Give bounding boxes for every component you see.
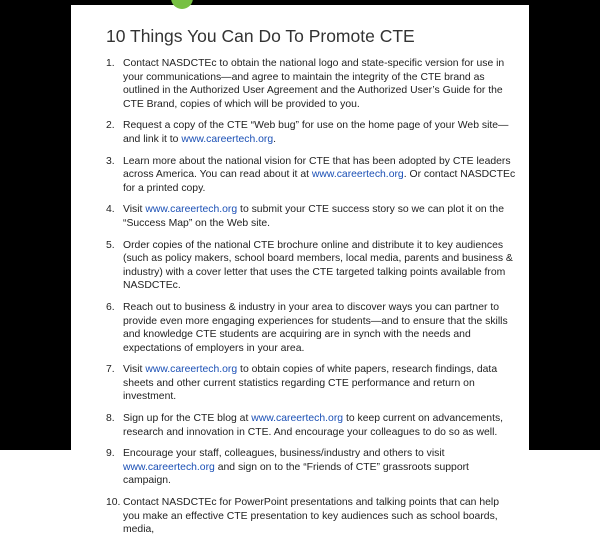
item-text: Learn more about the national vision for CTE that has been adopted by CTE leaders across America. You can read about it at www.careertech.org. Or contact NASDCTEc for a printed copy.	[123, 155, 516, 194]
list-item	[106, 203, 526, 230]
item-number: 1.	[106, 58, 115, 69]
item-number: 5.	[106, 239, 115, 251]
item-number: 10.	[106, 497, 121, 509]
item-text: Contact NASDCTEc to obtain the national logo and state-specific version for use in your communications—and agree to maintain the integrity of the CTE brand as outlined in the Authorized User Agreement and the Authorized User’s Guide for the CTE Brand, copies of which will be provided to you.	[123, 58, 505, 110]
list-item	[106, 119, 526, 146]
careertech-link[interactable]: www.careertech.org	[145, 204, 238, 216]
page-title: 10 Things You Can Do To Promote CTE	[106, 26, 415, 46]
item-text: Order copies of the national CTE brochure online and distribute it to key audiences (such as policy makers, school board members, local media, parents and business & industry) with a cover letter that uses the CTE targeted talking points available from NASDCTEc.	[123, 239, 513, 292]
list-item	[106, 301, 526, 355]
careertech-link[interactable]: www.careertech.org	[145, 364, 238, 376]
item-text: Request a copy of the CTE “Web bug” for use on the home page of your Web site—and link it to www.careertech.org.	[123, 120, 509, 145]
list-item	[106, 239, 526, 293]
item-text: Encourage your staff, colleagues, business/industry and others to visit www.careertech.org and sign on to the “Friends of CTE” grassroots support campaign.	[123, 448, 469, 487]
item-text: Visit www.careertech.org to obtain copies of white papers, research findings, data sheets and other current statistics regarding CTE performance and return on investment.	[123, 364, 498, 403]
list-item	[106, 412, 526, 439]
item-text: Contact NASDCTEc for PowerPoint presentations and talking points that can help you make an effective CTE presentation to key audiences such as school boards, media,	[123, 497, 499, 536]
careertech-link[interactable]: www.careertech.org	[311, 169, 404, 181]
careertech-link[interactable]: www.careertech.org	[123, 461, 215, 473]
list-item	[106, 155, 526, 196]
item-text: Sign up for the CTE blog at www.careertech.org to keep current on advancements, research and innovation in CTE. And encourage your colleagues to do so as well.	[123, 413, 504, 438]
tips-list	[106, 57, 526, 545]
item-number: 9.	[106, 448, 115, 460]
list-item	[106, 363, 526, 404]
careertech-link[interactable]: www.careertech.org	[251, 413, 344, 425]
list-item	[106, 447, 526, 488]
document-page	[71, 5, 529, 536]
item-text: Visit www.careertech.org to submit your CTE success story so we can plot it on the “Success Map” on the Web site.	[123, 204, 504, 229]
careertech-link[interactable]: www.careertech.org	[181, 133, 274, 145]
item-number: 3.	[106, 155, 115, 167]
item-text: Reach out to business & industry in your area to discover ways you can partner to provide even more engaging experiences for students—and to ensure that the skills and knowledge CTE students are acquiring are in synch with the needs and expectations of employers in your area.	[123, 301, 508, 354]
right-frame	[529, 0, 600, 450]
green-logo-icon	[171, 0, 193, 9]
left-frame	[0, 0, 71, 450]
item-number: 4.	[106, 204, 115, 216]
item-number: 7.	[106, 364, 115, 376]
item-number: 8.	[106, 413, 115, 425]
list-item	[106, 57, 526, 111]
list-item	[106, 496, 526, 537]
item-number: 6.	[106, 301, 115, 313]
item-number: 2.	[106, 120, 115, 132]
